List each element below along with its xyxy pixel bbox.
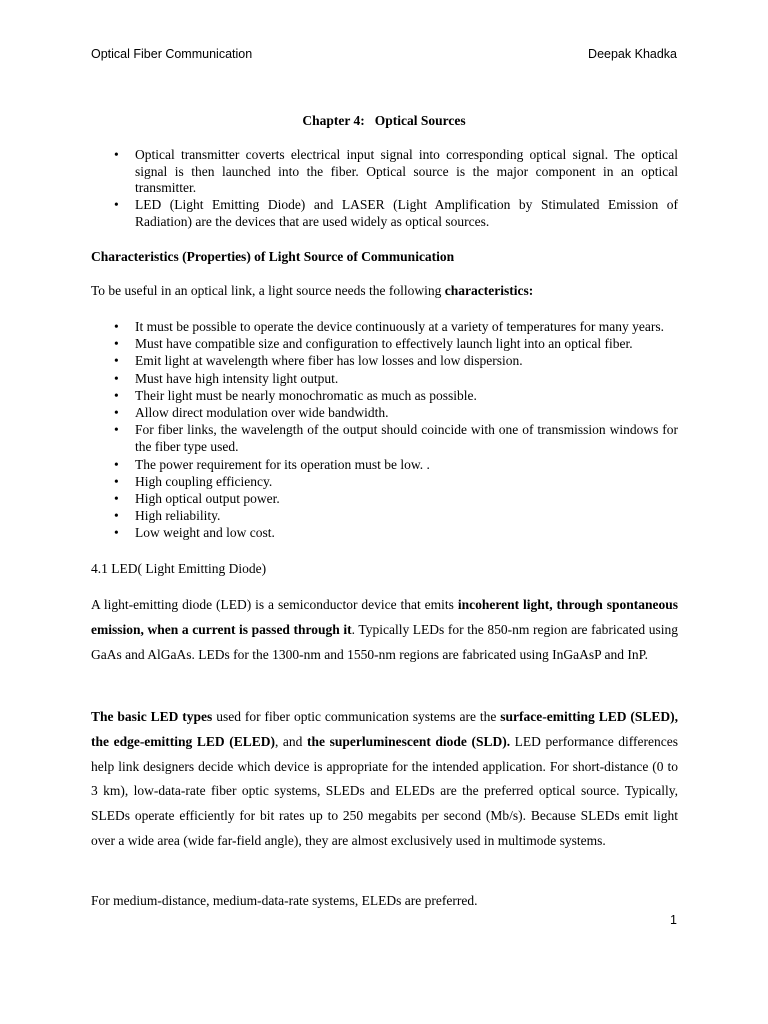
list-item: • High coupling efficiency. xyxy=(91,473,678,490)
list-item: • Optical transmitter coverts electrical input signal into corresponding optical signal. The optical signal is then launched into the fiber. Optical source is the major component in an optical transmitter. xyxy=(91,147,678,197)
list-item: • Allow direct modulation over wide bandwidth. xyxy=(91,404,678,421)
para2-bold-3: the superluminescent diode (SLD). xyxy=(307,733,511,749)
led-types-paragraph xyxy=(91,705,678,854)
characteristics-list xyxy=(91,318,678,542)
chapter-title xyxy=(0,113,768,129)
list-item: • Their light must be nearly monochromatic as much as possible. xyxy=(91,387,678,404)
header-course-title: Optical Fiber Communication xyxy=(91,47,253,61)
list-item: • Low weight and low cost. xyxy=(91,524,678,541)
chapter-name: Optical Sources xyxy=(374,113,466,128)
para2-bold-1: The basic LED types xyxy=(91,709,213,724)
led-section-heading: 4.1 LED( Light Emitting Diode) xyxy=(91,561,267,576)
page-number: 1 xyxy=(670,913,677,927)
para1-bold-1: incoherent light, through spontaneous emission, when a current is passed through it xyxy=(91,597,678,637)
intro-bullet-list xyxy=(91,147,678,231)
characteristics-intro-bold: characteristics: xyxy=(444,283,534,298)
para2-text-1: used for fiber optic communication systems are the xyxy=(212,709,501,724)
list-item: • High reliability. xyxy=(91,507,678,524)
chapter-number: Chapter 4: xyxy=(302,113,365,128)
header-author: Deepak Khadka xyxy=(588,47,677,61)
medium-distance-paragraph: For medium-distance, medium-data-rate systems, ELEDs are preferred. xyxy=(91,893,478,908)
para1-text-1: A light-emitting diode (LED) is a semiconductor device that emits xyxy=(91,597,458,612)
list-item: • LED (Light Emitting Diode) and LASER (Light Amplification by Stimulated Emission of Radiation) are the devices that are used widely as optical sources. xyxy=(91,197,678,230)
list-item: • Must have compatible size and configuration to effectively launch light into an optical fiber. xyxy=(91,335,678,352)
page-header xyxy=(91,47,677,61)
list-item: • It must be possible to operate the device continuously at a variety of temperatures for many years. xyxy=(91,318,678,335)
list-item: • The power requirement for its operation must be low. . xyxy=(91,456,678,473)
list-item: • Emit light at wavelength where fiber has low losses and low dispersion. xyxy=(91,352,678,369)
para1-text-2: . Typically LEDs for the 850-nm region are fabricated using GaAs and AlGaAs. LEDs for the 1300-nm and 1550-nm regions are fabricated using InGaAsP and InP. xyxy=(91,621,678,662)
characteristics-intro-text: To be useful in an optical link, a light source needs the following xyxy=(91,283,445,298)
list-item: • High optical output power. xyxy=(91,490,678,507)
para2-text-2: , and xyxy=(274,733,307,749)
para2-text-3: LED performance differences help link designers decide which device is appropriate for the intended application. For short-distance (0 to 3 km), low-data-rate fiber optic systems, SLEDs and ELEDs are the preferred optical source. Typically, SLEDs operate efficiently for bit rates up to 250 megabits per second (Mb/s). Because SLEDs emit light over a wide area (wide far-field angle), they are almost exclusively used in multimode systems. xyxy=(91,733,678,848)
led-definition-paragraph xyxy=(91,593,678,667)
characteristics-heading: Characteristics (Properties) of Light Source of Communication xyxy=(91,249,455,264)
para2-bold-2: surface-emitting LED (SLED), the edge-emitting LED (ELED) xyxy=(91,709,679,749)
characteristics-intro xyxy=(91,283,533,299)
list-item: • For fiber links, the wavelength of the output should coincide with one of transmission windows for the fiber type used. xyxy=(91,421,678,455)
list-item: • Must have high intensity light output. xyxy=(91,370,678,387)
